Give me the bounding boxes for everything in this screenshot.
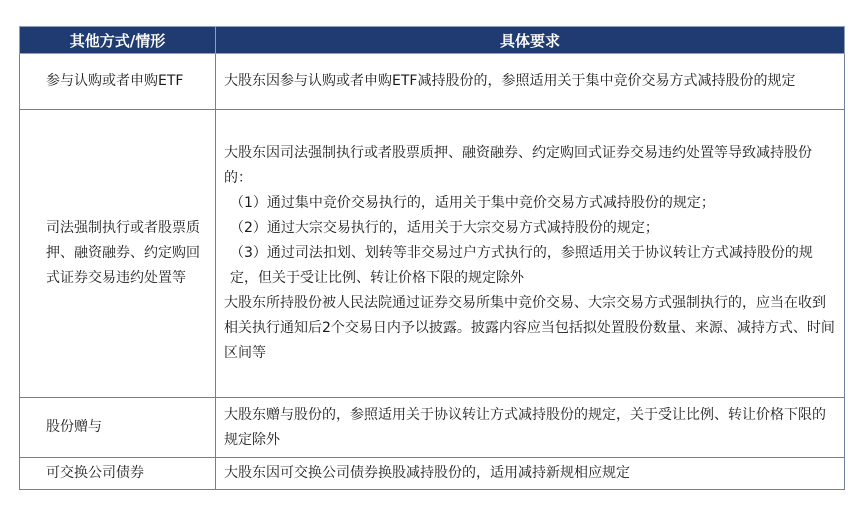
requirement-text: 大股东所持股份被人民法院通过证券交易所集中竞价交易、大宗交易方式强制执行的，应当在收到相关执行通知后2个交易日内予以披露。披露内容应当包括拟处置股份数量、来源、减持方式、时间区间等 (224, 295, 835, 361)
rules-table (19, 26, 845, 490)
method-cell: 股份赠与 (20, 398, 216, 458)
requirement-item-1: （1）通过集中竞价交易执行的，适用关于集中竞价交易方式减持股份的规定； (230, 195, 715, 211)
requirement-item-2: （2）通过大宗交易执行的，适用关于大宗交易方式减持股份的规定； (230, 220, 659, 236)
table-row (20, 110, 845, 398)
requirement-text: 大股东因参与认购或者申购ETF减持股份的，参照适用关于集中竞价交易方式减持股份的规定 (224, 73, 796, 89)
method-cell: 可交换公司债券 (20, 458, 216, 490)
rules-table-container (19, 26, 845, 490)
table-row (20, 458, 845, 490)
table-row (20, 54, 845, 110)
requirements-cell (216, 398, 845, 458)
header-method: 其他方式/情形 (20, 27, 216, 54)
method-cell: 参与认购或者申购ETF (20, 54, 216, 110)
requirement-text: 大股东因可交换公司债券换股减持股份的，适用减持新规相应规定 (224, 465, 630, 481)
method-cell: 司法强制执行或者股票质押、融资融券、约定购回式证券交易违约处置等 (20, 110, 216, 398)
header-requirements: 具体要求 (216, 27, 845, 54)
requirement-text: 大股东赠与股份的，参照适用关于协议转让方式减持股份的规定，关于受让比例、转让价格下限的规定除外 (224, 406, 826, 448)
requirements-cell (216, 54, 845, 110)
header-row (20, 27, 845, 54)
table-row (20, 398, 845, 458)
requirements-cell (216, 458, 845, 490)
requirement-item-3: （3）通过司法扣划、划转等非交易过户方式执行的，参照适用关于协议转让方式减持股份的规定，但关于受让比例、转让价格下限的规定除外 (230, 245, 813, 286)
requirement-text: 大股东因司法强制执行或者股票质押、融资融券、约定购回式证券交易违约处置等导致减持股份的： (224, 145, 812, 186)
requirements-cell (216, 110, 845, 398)
